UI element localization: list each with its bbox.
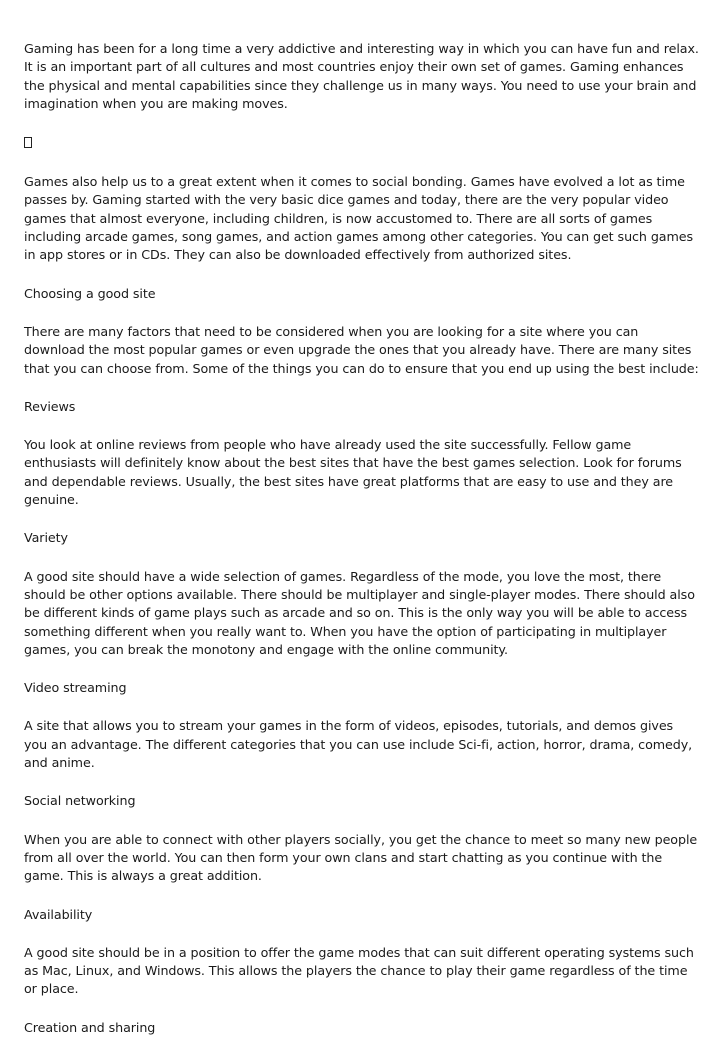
choosing-site-paragraph: There are many factors that need to be considered when you are looking for a site where you can download the most popular games or even upgrade the ones that you already have. There are many sites that you can choose from. Some of the things you can do to ensure that you end up using the best include:: [24, 323, 699, 376]
availability-paragraph: A good site should be in a position to offer the game modes that can suit different operating systems such as Mac, Linux, and Windows. This allows the players the chance to play their game regardless of the time or place.: [24, 944, 694, 997]
variety-paragraph: A good site should have a wide selection of games. Regardless of the mode, you love the most, there should be other options available. There should be multiplayer and single-player modes. There should also be different kinds of game plays such as arcade and so on. This is the only way you will be able to access something different when you really want to. When you have the option of participating in multiplayer games, you can break the monotony and engage with the online community.: [24, 568, 695, 657]
heading-video-streaming: Video streaming: [24, 680, 127, 696]
heading-creation-sharing: Creation and sharing: [24, 1019, 156, 1035]
missing-glyph-icon: [24, 133, 700, 151]
article-body: [24, 40, 700, 1057]
intro-paragraph: Gaming has been for a long time a very addictive and interesting way in which you can have fun and relax. It is an important part of all cultures and most countries enjoy their own set of games. Gaming enhances the physical and mental capabilities since they challenge us in many ways. You need to use your brain and imagination when you are making moves.: [24, 41, 699, 111]
heading-choosing-site: Choosing a good site: [24, 285, 156, 301]
social-networking-paragraph: When you are able to connect with other players socially, you get the chance to meet so many new people from all over the world. You can then form your own clans and start chatting as you continue with the game. This is always a great addition.: [24, 831, 698, 884]
heading-social-networking: Social networking: [24, 793, 136, 809]
reviews-paragraph: You look at online reviews from people who have already used the site successfully. Fellow game enthusiasts will definitely know about the best sites that have the best games selection. Look for forums and dependable reviews. Usually, the best sites have great platforms that are easy to use and they are genuine.: [24, 437, 682, 508]
heading-variety: Variety: [24, 530, 68, 546]
heading-availability: Availability: [24, 906, 93, 922]
video-streaming-paragraph: A site that allows you to stream your games in the form of videos, episodes, tutorials, and demos gives you an advantage. The different categories that you can use include Sci-fi, action, horror, drama, comedy, and anime.: [24, 718, 693, 771]
social-bonding-paragraph: Games also help us to a great extent when it comes to social bonding. Games have evolved a lot as time passes by. Gaming started with the very basic dice games and today, there are the very popular video games that almost everyone, including children, is now accustomed to. There are all sorts of games including arcade games, song games, and action games among other categories. You can get such games in app stores or in CDs. They can also be downloaded effectively from authorized sites.: [24, 174, 694, 263]
heading-reviews: Reviews: [24, 398, 76, 414]
